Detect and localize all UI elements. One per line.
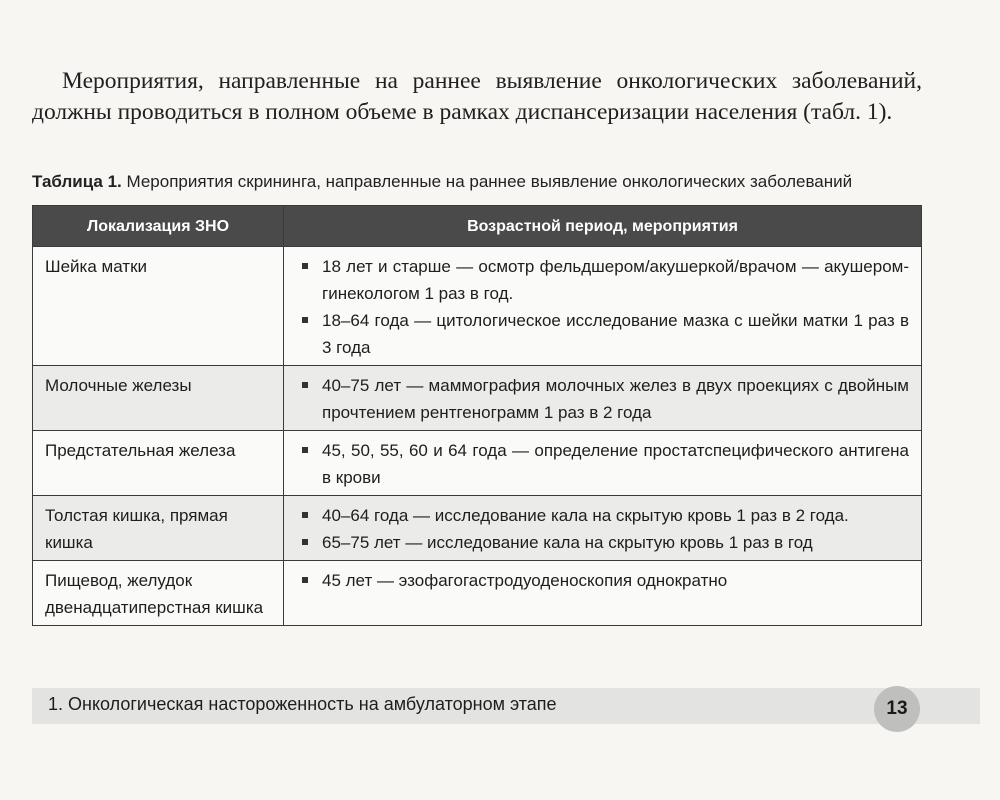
list-item bbox=[296, 253, 909, 307]
table-caption-label: Таблица 1. bbox=[32, 172, 122, 191]
table-caption-text: Мероприятия скрининга, направленные на раннее выявление онкологических заболеваний bbox=[121, 172, 853, 191]
row-measures bbox=[284, 496, 922, 561]
row-measures bbox=[284, 561, 922, 626]
row-location: Пищевод, желудок двенадцатиперстная кишка bbox=[33, 561, 284, 626]
list-item bbox=[296, 567, 909, 594]
row-location: Предстательная железа bbox=[33, 431, 284, 496]
list-item bbox=[296, 502, 909, 529]
bullet-icon bbox=[302, 263, 308, 269]
screening-table bbox=[32, 205, 922, 626]
row-measures bbox=[284, 431, 922, 496]
row-measures bbox=[284, 247, 922, 366]
list-item bbox=[296, 372, 909, 426]
table-header-row bbox=[33, 206, 922, 247]
row-measures bbox=[284, 366, 922, 431]
item-text: 40–64 года — исследование кала на скрытую кровь 1 раз в 2 года. bbox=[322, 506, 849, 525]
header-location: Локализация ЗНО bbox=[33, 206, 284, 247]
item-text: 18–64 года — цитологическое исследование мазка с шейки матки 1 раз в 3 года bbox=[322, 311, 909, 357]
item-text: 45, 50, 55, 60 и 64 года — определение простатспецифического антигена в крови bbox=[322, 441, 909, 487]
bullet-icon bbox=[302, 577, 308, 583]
page-number: 13 bbox=[874, 686, 920, 732]
table-row bbox=[33, 247, 922, 366]
header-measures: Возрастной период, мероприятия bbox=[284, 206, 922, 247]
item-text: 65–75 лет — исследование кала на скрытую кровь 1 раз в год bbox=[322, 533, 813, 552]
bullet-icon bbox=[302, 447, 308, 453]
item-text: 40–75 лет — маммография молочных желез в двух проекциях с двойным прочтением рентгенограмм 1 раз в 2 года bbox=[322, 376, 909, 422]
item-text: 18 лет и старше — осмотр фельдшером/акушеркой/врачом — акушером-гинекологом 1 раз в год. bbox=[322, 257, 909, 303]
table-row bbox=[33, 561, 922, 626]
item-text: 45 лет — эзофагогастродуоденоскопия однократно bbox=[322, 571, 728, 590]
list-item bbox=[296, 437, 909, 491]
row-location: Толстая кишка, прямая кишка bbox=[33, 496, 284, 561]
row-location: Молочные железы bbox=[33, 366, 284, 431]
bullet-icon bbox=[302, 317, 308, 323]
bullet-icon bbox=[302, 382, 308, 388]
list-item bbox=[296, 307, 909, 361]
row-location: Шейка матки bbox=[33, 247, 284, 366]
footer-chapter-title: 1. Онкологическая настороженность на амбулаторном этапе bbox=[48, 694, 557, 714]
table-row bbox=[33, 496, 922, 561]
bullet-icon bbox=[302, 539, 308, 545]
bullet-icon bbox=[302, 512, 308, 518]
list-item bbox=[296, 529, 909, 556]
table-row bbox=[33, 431, 922, 496]
table-row bbox=[33, 366, 922, 431]
intro-paragraph: Мероприятия, направленные на раннее выявление онкологических заболеваний, должны проводиться в полном объеме в рамках диспансеризации населения (табл. 1). bbox=[32, 68, 922, 125]
table-caption bbox=[32, 172, 932, 192]
